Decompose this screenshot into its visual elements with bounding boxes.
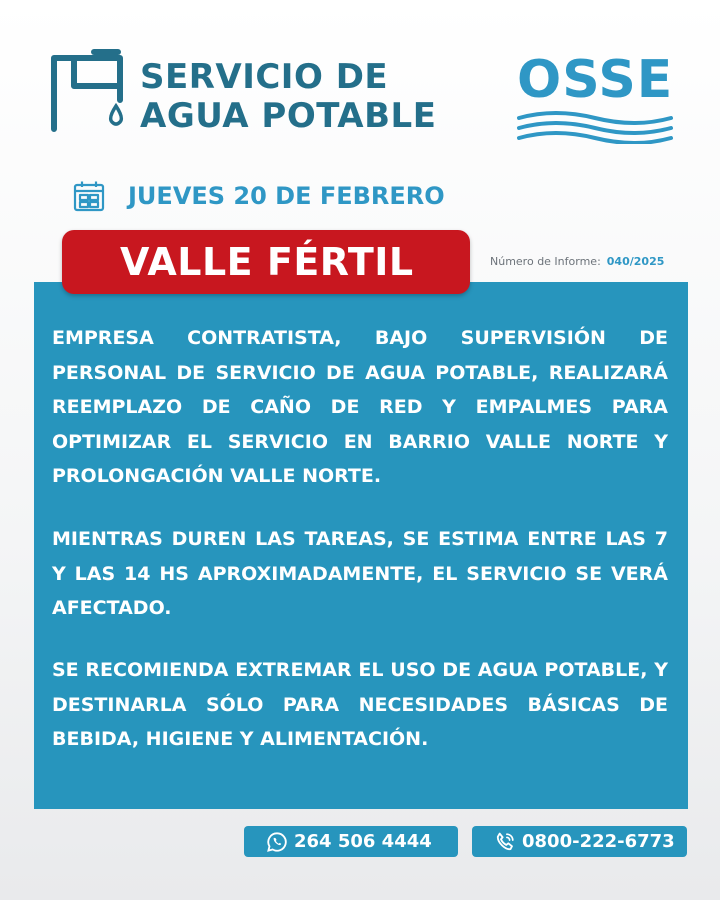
osse-logo [515,52,675,144]
title-line-2: AGUA POTABLE [140,96,437,136]
service-title [140,58,436,136]
phone-number: 0800-222-6773 [522,831,675,852]
phone-contact[interactable] [472,826,687,857]
notice-paragraph-3: SE RECOMIENDA EXTREMAR EL USO DE AGUA POTABLE, Y DESTINARLA SÓLO PARA NECESIDADES BÁSICAS DE BEBIDA, HIGIENE Y ALIMENTACIÓN. [52,659,668,750]
whatsapp-contact[interactable] [244,826,458,857]
date-label: JUEVES 20 DE FEBRERO [128,182,445,210]
notice-paragraph-2: MIENTRAS DUREN LAS TAREAS, SE ESTIMA ENTRE LAS 7 Y LAS 14 HS APROXIMADAMENTE, EL SERVICIO SE VERÁ AFECTADO. [52,528,668,619]
faucet-icon [50,46,130,136]
report-number [490,255,664,269]
phone-icon [494,831,516,853]
calendar-icon [73,180,105,212]
title-line-1: SERVICIO DE [140,57,389,97]
waves-icon [515,110,675,144]
location-label: VALLE FÉRTIL [120,240,414,284]
whatsapp-number: 264 506 4444 [294,831,432,852]
report-value: 040/2025 [606,255,665,268]
notice-paragraph-1: EMPRESA CONTRATISTA, BAJO SUPERVISIÓN DE PERSONAL DE SERVICIO DE AGUA POTABLE, REALIZARÁ REEMPLAZO DE CAÑO DE RED Y EMPALMES PARA OPTIMIZAR EL SERVICIO EN BARRIO VALLE NORTE Y PROLONGACIÓN VALLE NORTE. [52,327,668,487]
whatsapp-icon [266,831,288,853]
logo-text: OSSE [517,50,674,110]
location-badge [62,230,470,294]
report-label: Número de Informe: [490,255,601,268]
